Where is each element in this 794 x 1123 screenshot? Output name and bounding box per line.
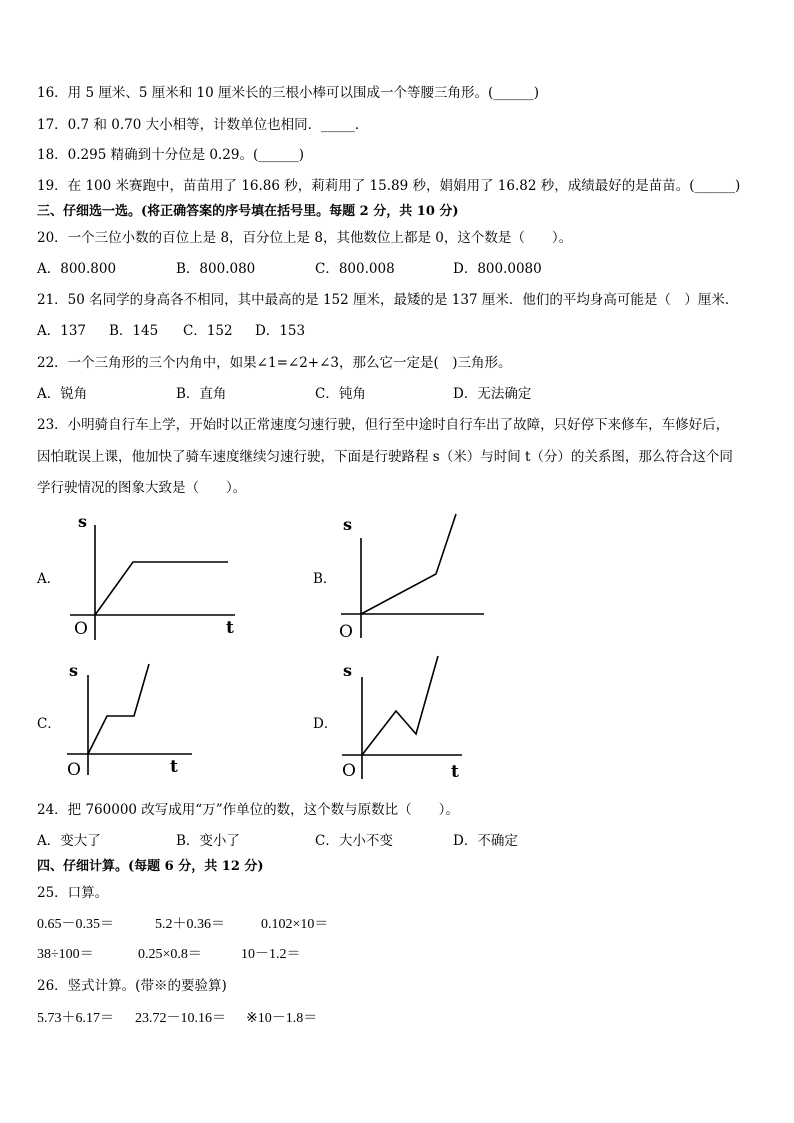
graph-a-label: A． — [37, 571, 61, 587]
option-a: A．800.800 — [37, 261, 117, 277]
graph-a — [60, 505, 250, 645]
graph-c-origin: O — [67, 760, 81, 780]
graph-d-y-label: s — [343, 661, 353, 680]
section-3-heading: 三、仔细选一选。(将正确答案的序号填在括号里。每题 2 分，共 10 分) — [37, 204, 459, 219]
question-22: 22．一个三角形的三个内角中，如果∠1=∠2+∠3，那么它一定是( )三角形。 — [37, 355, 512, 371]
option-a: A．137 — [37, 323, 87, 339]
graph-a-y-label: s — [78, 512, 88, 531]
graph-c-y-label: s — [69, 661, 79, 680]
graph-c-label: C． — [37, 716, 61, 732]
option-c: C．800.008 — [315, 261, 395, 277]
calc-item: ※10－1.8＝ — [246, 1011, 318, 1026]
question-20: 20．一个三位小数的百位上是 8，百分位上是 8，其他数位上都是 0，这个数是（ ）。 — [37, 230, 573, 246]
option-a: A．锐角 — [37, 386, 88, 402]
calc-item: 38÷100＝ — [37, 947, 94, 962]
graph-c — [62, 655, 202, 780]
option-c: C．大小不变 — [315, 833, 393, 849]
question-20-options — [37, 260, 757, 278]
question-21: 21．50 名同学的身高各不相同，其中最高的是 152 厘米，最矮的是 137 厘米．他们的平均身高可能是（ ）厘米． — [37, 292, 739, 308]
question-19: 19．在 100 米赛跑中，苗苗用了 16.86 秒，莉莉用了 15.89 秒，娟娟用了 16.82 秒，成绩最好的是苗苗。(______) — [37, 178, 741, 194]
option-d: D．153 — [255, 323, 306, 339]
graph-b-y-label: s — [343, 515, 353, 534]
graph-a-origin: O — [74, 619, 88, 639]
graph-a-x-label: t — [226, 618, 234, 638]
question-23-line-2: 因怕耽误上课，他加快了骑车速度继续匀速行驶，下面是行驶路程 s（米）与时间 t（分）的关系图，那么符合这个同 — [37, 449, 733, 465]
question-24: 24．把 760000 改写成用“万”作单位的数，这个数与原数比（ ）。 — [37, 802, 459, 818]
option-a: A．变大了 — [37, 833, 101, 849]
question-23-line-1: 23．小明骑自行车上学，开始时以正常速度匀速行驶，但行至中途时自行车出了故障，只好停下来修车，车修好后， — [37, 417, 730, 433]
question-18: 18．0.295 精确到十分位是 0.29。(______) — [37, 147, 305, 163]
question-23-line-3: 学行驶情况的图象大致是（ ）。 — [37, 480, 247, 496]
option-b: B．直角 — [176, 386, 227, 402]
graph-c-x-label: t — [170, 757, 178, 777]
graph-d-label: D． — [313, 716, 338, 732]
option-b: B．145 — [109, 323, 159, 339]
question-22-options — [37, 385, 757, 403]
calc-item: 0.65－0.35＝ — [37, 917, 114, 932]
option-d: D．不确定 — [453, 833, 518, 849]
question-24-options — [37, 832, 757, 850]
calc-item: 5.73＋6.17＝ — [37, 1011, 114, 1026]
graph-b-label: B． — [313, 571, 337, 587]
question-16: 16．用 5 厘米、5 厘米和 10 厘米长的三根小棒可以围成一个等腰三角形。(______) — [37, 85, 540, 101]
graph-b — [336, 508, 496, 643]
calc-item: 23.72－10.16＝ — [135, 1011, 226, 1026]
section-4-heading: 四、仔细计算。(每题 6 分，共 12 分) — [37, 859, 264, 874]
calc-item: 0.25×0.8＝ — [138, 947, 202, 962]
option-c: C．钝角 — [315, 386, 366, 402]
graph-d — [338, 652, 468, 784]
graph-d-x-label: t — [451, 762, 459, 782]
graph-b-origin: O — [339, 622, 353, 642]
graph-d-origin: O — [342, 761, 356, 781]
option-b: B．变小了 — [176, 833, 240, 849]
option-d: D．无法确定 — [453, 386, 532, 402]
calc-item: 10－1.2＝ — [241, 947, 301, 962]
question-26: 26．竖式计算。(带※的要验算) — [37, 978, 227, 994]
option-d: D．800.0080 — [453, 261, 542, 277]
calc-item: 5.2＋0.36＝ — [155, 917, 225, 932]
question-21-options — [37, 322, 757, 340]
question-25: 25．口算。 — [37, 885, 109, 901]
option-c: C．152 — [183, 323, 233, 339]
question-17: 17．0.7 和 0.70 大小相等，计数单位也相同．_____． — [37, 117, 369, 133]
option-b: B．800.080 — [176, 261, 256, 277]
calc-item: 0.102×10＝ — [261, 917, 329, 932]
